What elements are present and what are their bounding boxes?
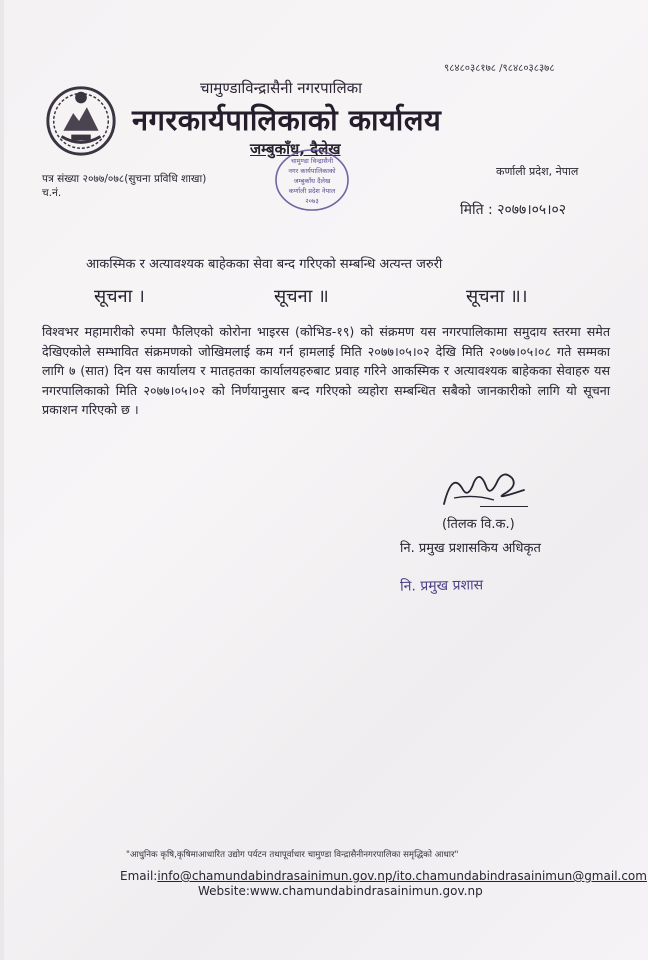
stamp-line: कर्णाली प्रदेश नेपाल bbox=[288, 187, 336, 195]
signer-title: नि. प्रमुख प्रशासकिय अधिकृत bbox=[400, 541, 541, 556]
municipality-name: चामुण्डाविन्द्रासैनी नगरपालिका bbox=[200, 79, 363, 97]
stamp-line: नगर कार्यपालिकाको bbox=[288, 167, 336, 175]
stamp-line: चामुण्डा विन्द्रासैनी bbox=[290, 157, 334, 165]
letter-number: पत्र संख्या २०७७/०७८(सुचना प्रविधि शाखा) bbox=[42, 173, 207, 185]
notice-body: विश्वभर महामारीको रुपमा फैलिएको कोरोना भाइरस (कोभिड-१९) को संक्रमण यस नगरपालिकामा समुदाय स्तरमा समेत देखिएकोले सम्भावित संक्रमणको जोखिमलाई कम गर्न हामलाई मिति २०७७।०५।०२ देखि मिति २०७७।०५।०८ गते सम्मका लागि ७ (सात) दिन यस कार्यालय र मातहतका कार्यालयहरुबाट प्रवाह गरिने आकस्मिक र अत्यावश्यक बाहेकका सेवाहरु यस नगरपालिकाको मिति २०७७।०५।०२ को निर्णयानुसार बन्द गरिएको व्यहोरा सम्बन्धित सबैको जानकारीको लागि यो सूचना प्रकाशन गरिएको छ । bbox=[42, 324, 610, 417]
notice-word: सूचना ॥ bbox=[274, 286, 329, 307]
phone-numbers: ९८४८०३८१७८ /९८४८०३८३७८ bbox=[444, 63, 555, 74]
date-label: मिति : २०७७।०५।०२ bbox=[460, 202, 567, 218]
signature-line bbox=[480, 506, 528, 507]
nepal-emblem-icon bbox=[42, 80, 120, 158]
signature-mark bbox=[434, 464, 530, 516]
notice-word: सूचना ॥। bbox=[466, 286, 528, 307]
office-title: नगरकार्यपालिकाको कार्यालय bbox=[132, 103, 442, 137]
footer-email bbox=[120, 869, 647, 883]
dispatch-number: च.नं. bbox=[42, 187, 62, 199]
footer-tagline: "आधुनिक कृषि,कृषिमाआधारित उद्योग पर्यटन तथापूर्वाधार चामुण्डा विन्द्रासैनीनगरपालिका समृद्धिको आधार" bbox=[126, 850, 459, 860]
stamp-line: २०७३ bbox=[305, 197, 319, 205]
email-link[interactable]: info@chamundabindrasainimun.gov.np/ito.chamundabindrasainimun@gmail.com bbox=[157, 869, 647, 883]
office-address: जम्बुकाँध, दैलेख bbox=[250, 140, 341, 158]
notice-word: सूचना । bbox=[94, 286, 145, 307]
notice-subject: आकस्मिक र अत्यावश्यक बाहेकका सेवा बन्द गरिएको सम्बन्धि अत्यन्त जरुरी bbox=[86, 257, 443, 272]
province-label: कर्णाली प्रदेश, नेपाल bbox=[496, 165, 579, 178]
signer-stamp: नि. प्रमुख प्रशास bbox=[399, 577, 484, 595]
document-page bbox=[4, 0, 648, 960]
stamp-line: जम्बुकाँध दैलेख bbox=[293, 177, 331, 185]
email-label: Email: bbox=[120, 869, 158, 883]
official-stamp bbox=[274, 148, 350, 212]
signer-name: (तिलक वि.क.) bbox=[442, 517, 515, 532]
footer-website[interactable]: Website:www.chamundabindrasainimun.gov.np bbox=[198, 884, 483, 898]
